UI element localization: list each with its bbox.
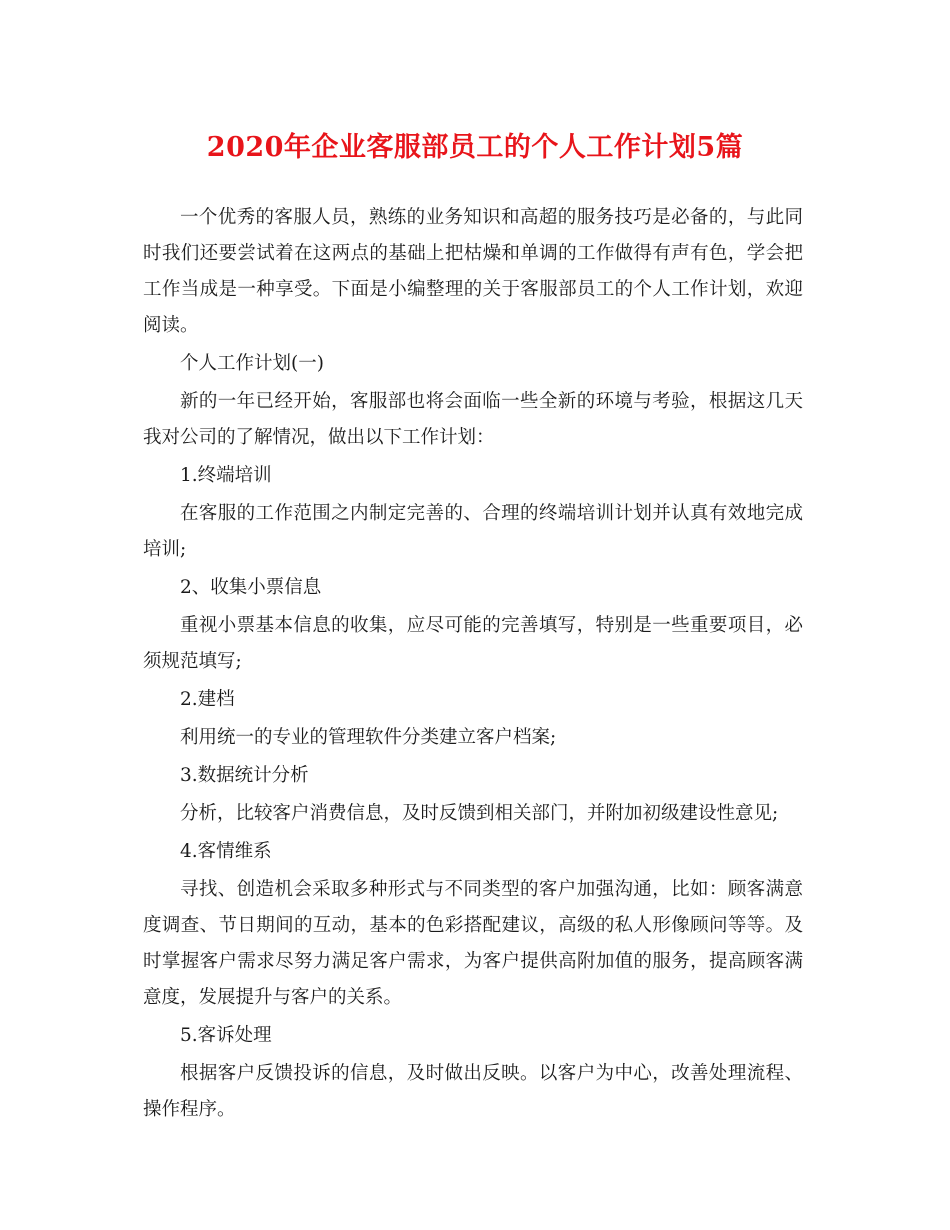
item-heading: 4.客情维系 — [180, 841, 272, 862]
body-paragraph: 寻找、创造机会采取多种形式与不同类型的客户加强沟通，比如：顾客满意度调查、节日期间的互动，基本的色彩搭配建议，高级的私人形像顾问等等。及时掌握客户需求尽努力满足客户需求，为客户提供高附加值的服务，提高顾客满意度，发展提升与客户的关系。 — [143, 879, 803, 1008]
document-title: 2020年企业客服部员工的个人工作计划5篇 — [206, 132, 744, 163]
item-heading: 1.终端培训 — [180, 465, 272, 486]
body-paragraph: 分析，比较客户消费信息，及时反馈到相关部门，并附加初级建设性意见; — [180, 803, 779, 824]
body-paragraph: 在客服的工作范围之内制定完善的、合理的终端培训计划并认真有效地完成培训; — [143, 503, 803, 560]
item-heading: 2.建档 — [180, 689, 235, 710]
item-heading: 5.客诉处理 — [180, 1025, 272, 1046]
item-heading: 3.数据统计分析 — [180, 765, 309, 786]
body-paragraph: 根据客户反馈投诉的信息，及时做出反映。以客户为中心，改善处理流程、操作程序。 — [143, 1063, 803, 1120]
body-paragraph: 重视小票基本信息的收集，应尽可能的完善填写，特别是一些重要项目，必须规范填写; — [143, 615, 803, 672]
section-heading: 个人工作计划(一) — [180, 353, 324, 374]
document-body — [143, 200, 803, 1130]
body-paragraph: 新的一年已经开始，客服部也将会面临一些全新的环境与考验，根据这几天我对公司的了解情况，做出以下工作计划： — [143, 391, 803, 448]
intro-paragraph: 一个优秀的客服人员，熟练的业务知识和高超的服务技巧是必备的，与此同时我们还要尝试着在这两点的基础上把枯燥和单调的工作做得有声有色，学会把工作当成是一种享受。下面是小编整理的关于客服部员工的个人工作计划，欢迎阅读。 — [143, 207, 803, 336]
body-paragraph: 利用统一的专业的管理软件分类建立客户档案; — [180, 727, 557, 748]
item-heading: 2、收集小票信息 — [180, 577, 322, 598]
